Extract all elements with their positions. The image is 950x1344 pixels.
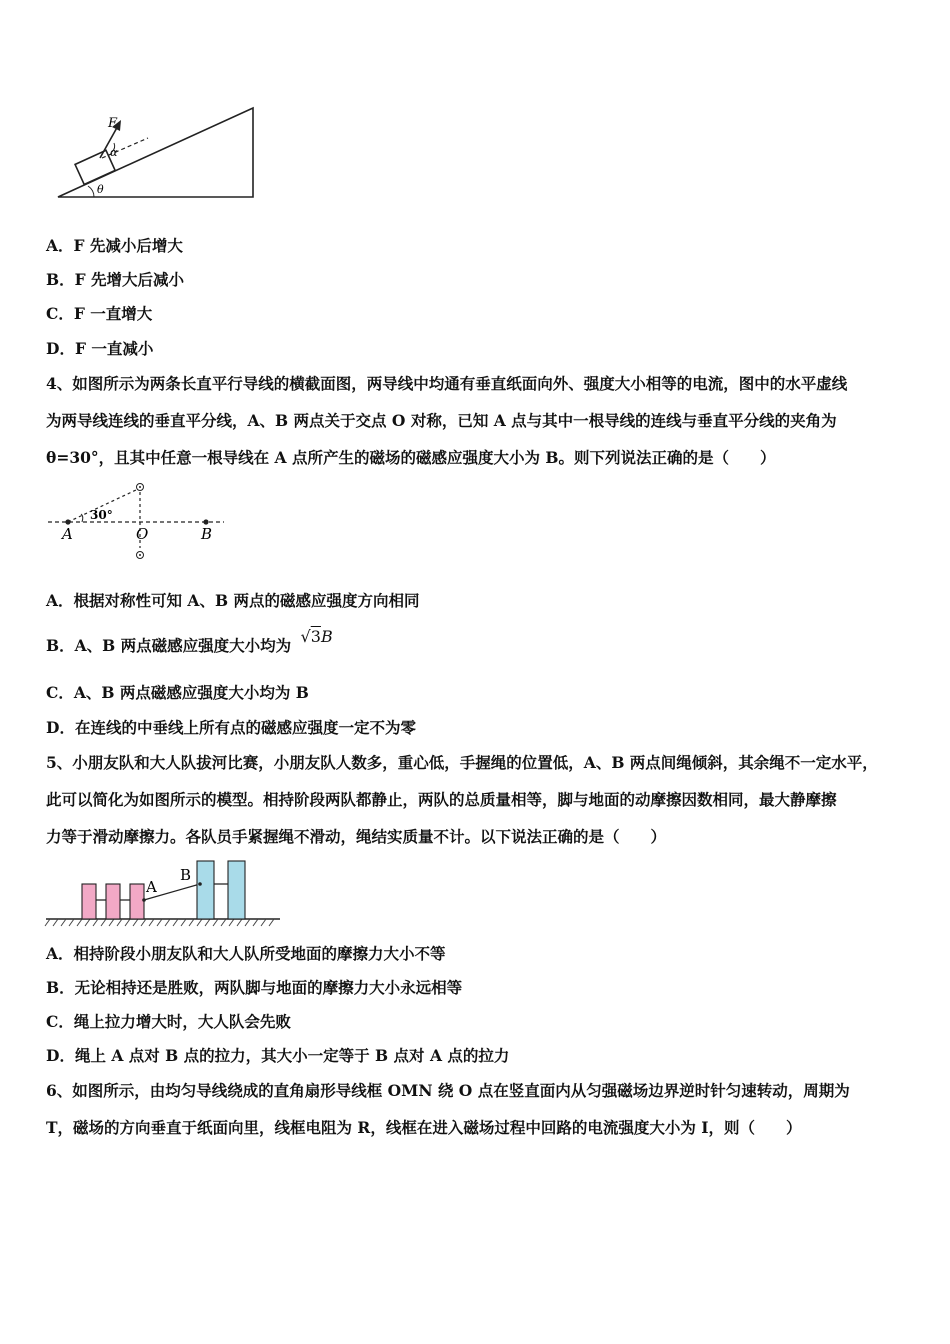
point-a-label: A xyxy=(146,878,157,896)
q3-option-d: D．F 一直减小 xyxy=(46,339,154,358)
q4-stem-line-2: 为两导线连线的垂直平分线，A、B 两点关于交点 O 对称，已知 A 点与其中一根导线的连线与垂直平分线的夹角为 xyxy=(46,411,837,430)
q5-option-c: C．绳上拉力增大时，大人队会先败 xyxy=(46,1012,291,1031)
point-o-label: O xyxy=(136,525,149,543)
lower-wire-icon xyxy=(137,552,144,559)
q3-option-c: C．F 一直增大 xyxy=(46,304,153,323)
q5-stem-line-3: 力等于滑动摩擦力。各队员手紧握绳不滑动，绳结实质量不计。以下说法正确的是（ ） xyxy=(46,827,667,846)
angle-label: 30° xyxy=(90,508,113,522)
q4-option-b-text: B．A、B 两点磁感应强度大小均为 xyxy=(46,636,292,655)
tug-of-war-figure xyxy=(44,856,284,930)
theta-label: θ xyxy=(97,183,104,196)
incline-figure xyxy=(50,100,270,205)
q4-stem-line-1: 4、如图所示为两条长直平行导线的横截面图，两导线中均通有垂直纸面向外、强度大小相等的电流，图中的水平虚线 xyxy=(46,374,848,393)
ground-hatching xyxy=(45,919,274,926)
adult-1 xyxy=(197,861,214,919)
q5-stem-line-1: 5、小朋友队和大人队拔河比赛，小朋友队人数多，重心低，手握绳的位置低，A、B 两点间绳倾斜，其余绳不一定水平， xyxy=(46,753,878,772)
q4-option-a: A．根据对称性可知 A、B 两点的磁感应强度方向相同 xyxy=(46,591,420,610)
q5-stem-line-2: 此可以简化为如图所示的模型。相持阶段两队都静止，两队的总质量相等，脚与地面的动摩擦因数相同，最大静摩擦 xyxy=(46,790,837,809)
child-3 xyxy=(130,884,144,919)
point-a-dot xyxy=(65,519,70,524)
child-1 xyxy=(82,884,96,919)
q5-option-b: B．无论相持还是胜败，两队脚与地面的摩擦力大小永远相等 xyxy=(46,978,463,997)
alpha-label: α xyxy=(110,146,118,159)
point-b-dot xyxy=(203,519,208,524)
adult-2 xyxy=(228,861,245,919)
point-a-label: A xyxy=(62,525,73,543)
force-label: F xyxy=(108,116,118,131)
q4-option-c: C．A、B 两点磁感应强度大小均为 B xyxy=(46,683,309,702)
q5-option-a: A．相持阶段小朋友队和大人队所受地面的摩擦力大小不等 xyxy=(46,944,446,963)
q4-stem-line-3: θ=30°，且其中任意一根导线在 A 点所产生的磁场的磁感应强度大小为 B。则下列说法正确的是（ ） xyxy=(46,448,776,467)
q5-option-d: D．绳上 A 点对 B 点的拉力，其大小一定等于 B 点对 A 点的拉力 xyxy=(46,1046,510,1065)
point-a-dot xyxy=(142,898,146,902)
q6-stem-line-1: 6、如图所示，由均匀导线绕成的直角扇形导线框 OMN 绕 O 点在竖直面内从匀强磁场边界逆时针匀速转动，周期为 xyxy=(46,1081,850,1100)
theta-arc xyxy=(88,186,94,197)
q3-option-b: B．F 先增大后减小 xyxy=(46,270,185,289)
wires-figure xyxy=(44,478,234,568)
sqrt3-b-math: √3B xyxy=(300,627,333,646)
upper-wire-icon xyxy=(137,484,144,491)
q4-option-b xyxy=(46,627,920,656)
point-b-label: B xyxy=(180,866,192,884)
q6-stem-line-2: T，磁场的方向垂直于纸面向里，线框电阻为 R，线框在进入磁场过程中回路的电流强度大小为 I，则（ ） xyxy=(46,1118,802,1137)
point-b-dot xyxy=(198,882,202,886)
child-2 xyxy=(106,884,120,919)
point-b-label: B xyxy=(201,525,213,543)
q3-option-a: A．F 先减小后增大 xyxy=(46,236,183,255)
q4-option-d: D．在连线的中垂线上所有点的磁感应强度一定不为零 xyxy=(46,718,416,737)
